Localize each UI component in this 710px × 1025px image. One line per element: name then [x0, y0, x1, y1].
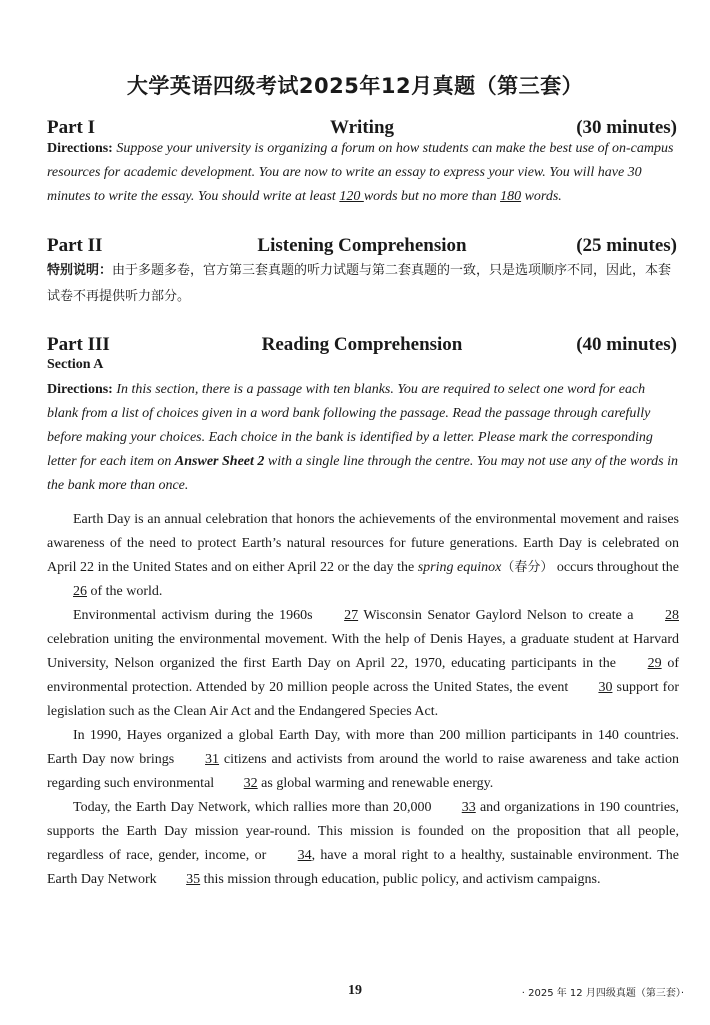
max-words: 180: [500, 189, 522, 204]
special-note-label: 特别说明：: [47, 263, 113, 278]
part3-directions: Directions: In this section, there is a passage with ten blanks. You are required to select one word for each blank from a list of choices given in a word bank following the passage. Read the passage through carefully before making your choices. Each choice in the bank is identified by a letter. Please mark the corresponding letter for each item on Answer Sheet 2 with a single line through the centre. You may not use any of the words in the bank more than once.: [47, 382, 679, 493]
passage-paragraph: Earth Day is an annual celebration that honors the achievements of the environmental movement and raises awareness of the need to protect Earth’s natural resources for future generations. Earth Day is celebrated on April 22 in the United States and on either April 22 or the day the spring equinox（春分） occurs throughout the 26 of the world.: [47, 508, 679, 604]
directions-label: Directions:: [47, 141, 113, 156]
part1-time: (30 minutes): [576, 117, 677, 138]
blank-26: 26: [73, 584, 87, 599]
reading-passage: [47, 508, 679, 892]
passage-paragraph: Environmental activism during the 1960s 27 Wisconsin Senator Gaylord Nelson to create a 28 celebration uniting the environmental movement. With the help of Denis Hayes, a graduate student at Harvard University, Nelson organized the first Earth Day on April 22, 1970, educating participants in the 29 of environmental protection. Attended by 20 million people across the United States, the event 30 support for legislation such as the Clean Air Act and the Endangered Species Act.: [47, 604, 679, 724]
part2-label: Part II: [47, 235, 103, 256]
section-a-heading: Section A: [47, 357, 104, 372]
min-words: 120: [339, 189, 364, 204]
blank-28: 28: [665, 608, 679, 623]
part2-header: [47, 235, 677, 259]
blank-29: 29: [647, 656, 662, 671]
passage-paragraph: Today, the Earth Day Network, which rallies more than 20,000 33 and organizations in 190 countries, supports the Earth Day mission year-round. This mission is founded on the proposition that all people, regardless of race, gender, income, or 34, have a moral right to a healthy, sustainable environment. The Earth Day Network 35 this mission through education, public policy, and activism campaigns.: [47, 796, 679, 892]
page-title: 大学英语四级考试2025年12月真题（第三套）: [126, 74, 584, 98]
part3-time: (40 minutes): [576, 334, 677, 355]
page-number: 19: [348, 983, 362, 998]
part2-name: Listening Comprehension: [257, 235, 467, 256]
directions-label: Directions:: [47, 382, 113, 397]
blank-31: 31: [205, 752, 220, 767]
part1-label: Part I: [47, 117, 96, 138]
answer-sheet-ref: Answer Sheet 2: [174, 454, 265, 469]
blank-35: 35: [186, 872, 201, 887]
part2-note: 特别说明：由于多题多卷，官方第三套真题的听力试题与第二套真题的一致，只是选项顺序不同，因此，本套试卷不再提供听力部分。: [47, 263, 672, 304]
part3-header: [47, 334, 677, 358]
part3-name: Reading Comprehension: [261, 334, 463, 355]
part1-directions: Directions: Suppose your university is organizing a forum on how students can make the best use of on-campus resources for academic development. You are now to write an essay to express your view. You will have 30 minutes to write the essay. You should write at least 120 words but no more than 180 words.: [47, 141, 674, 204]
blank-27: 27: [344, 608, 359, 623]
part3-label: Part III: [47, 334, 110, 355]
footer-exam-label: · 2025 年 12 月四级真题（第三套）·: [521, 988, 684, 999]
passage-paragraph: In 1990, Hayes organized a global Earth Day, with more than 200 million participants in 140 countries. Earth Day now brings 31 citizens and activists from around the world to raise awareness and take action regarding such environmental 32 as global warming and renewable energy.: [47, 724, 679, 796]
blank-30: 30: [598, 680, 613, 695]
part2-time: (25 minutes): [576, 235, 677, 256]
blank-33: 33: [461, 800, 476, 815]
blank-32: 32: [243, 776, 258, 791]
part1-name: Writing: [329, 117, 395, 138]
spring-equinox-term: spring equinox: [417, 560, 502, 575]
blank-34: 34: [297, 848, 312, 863]
